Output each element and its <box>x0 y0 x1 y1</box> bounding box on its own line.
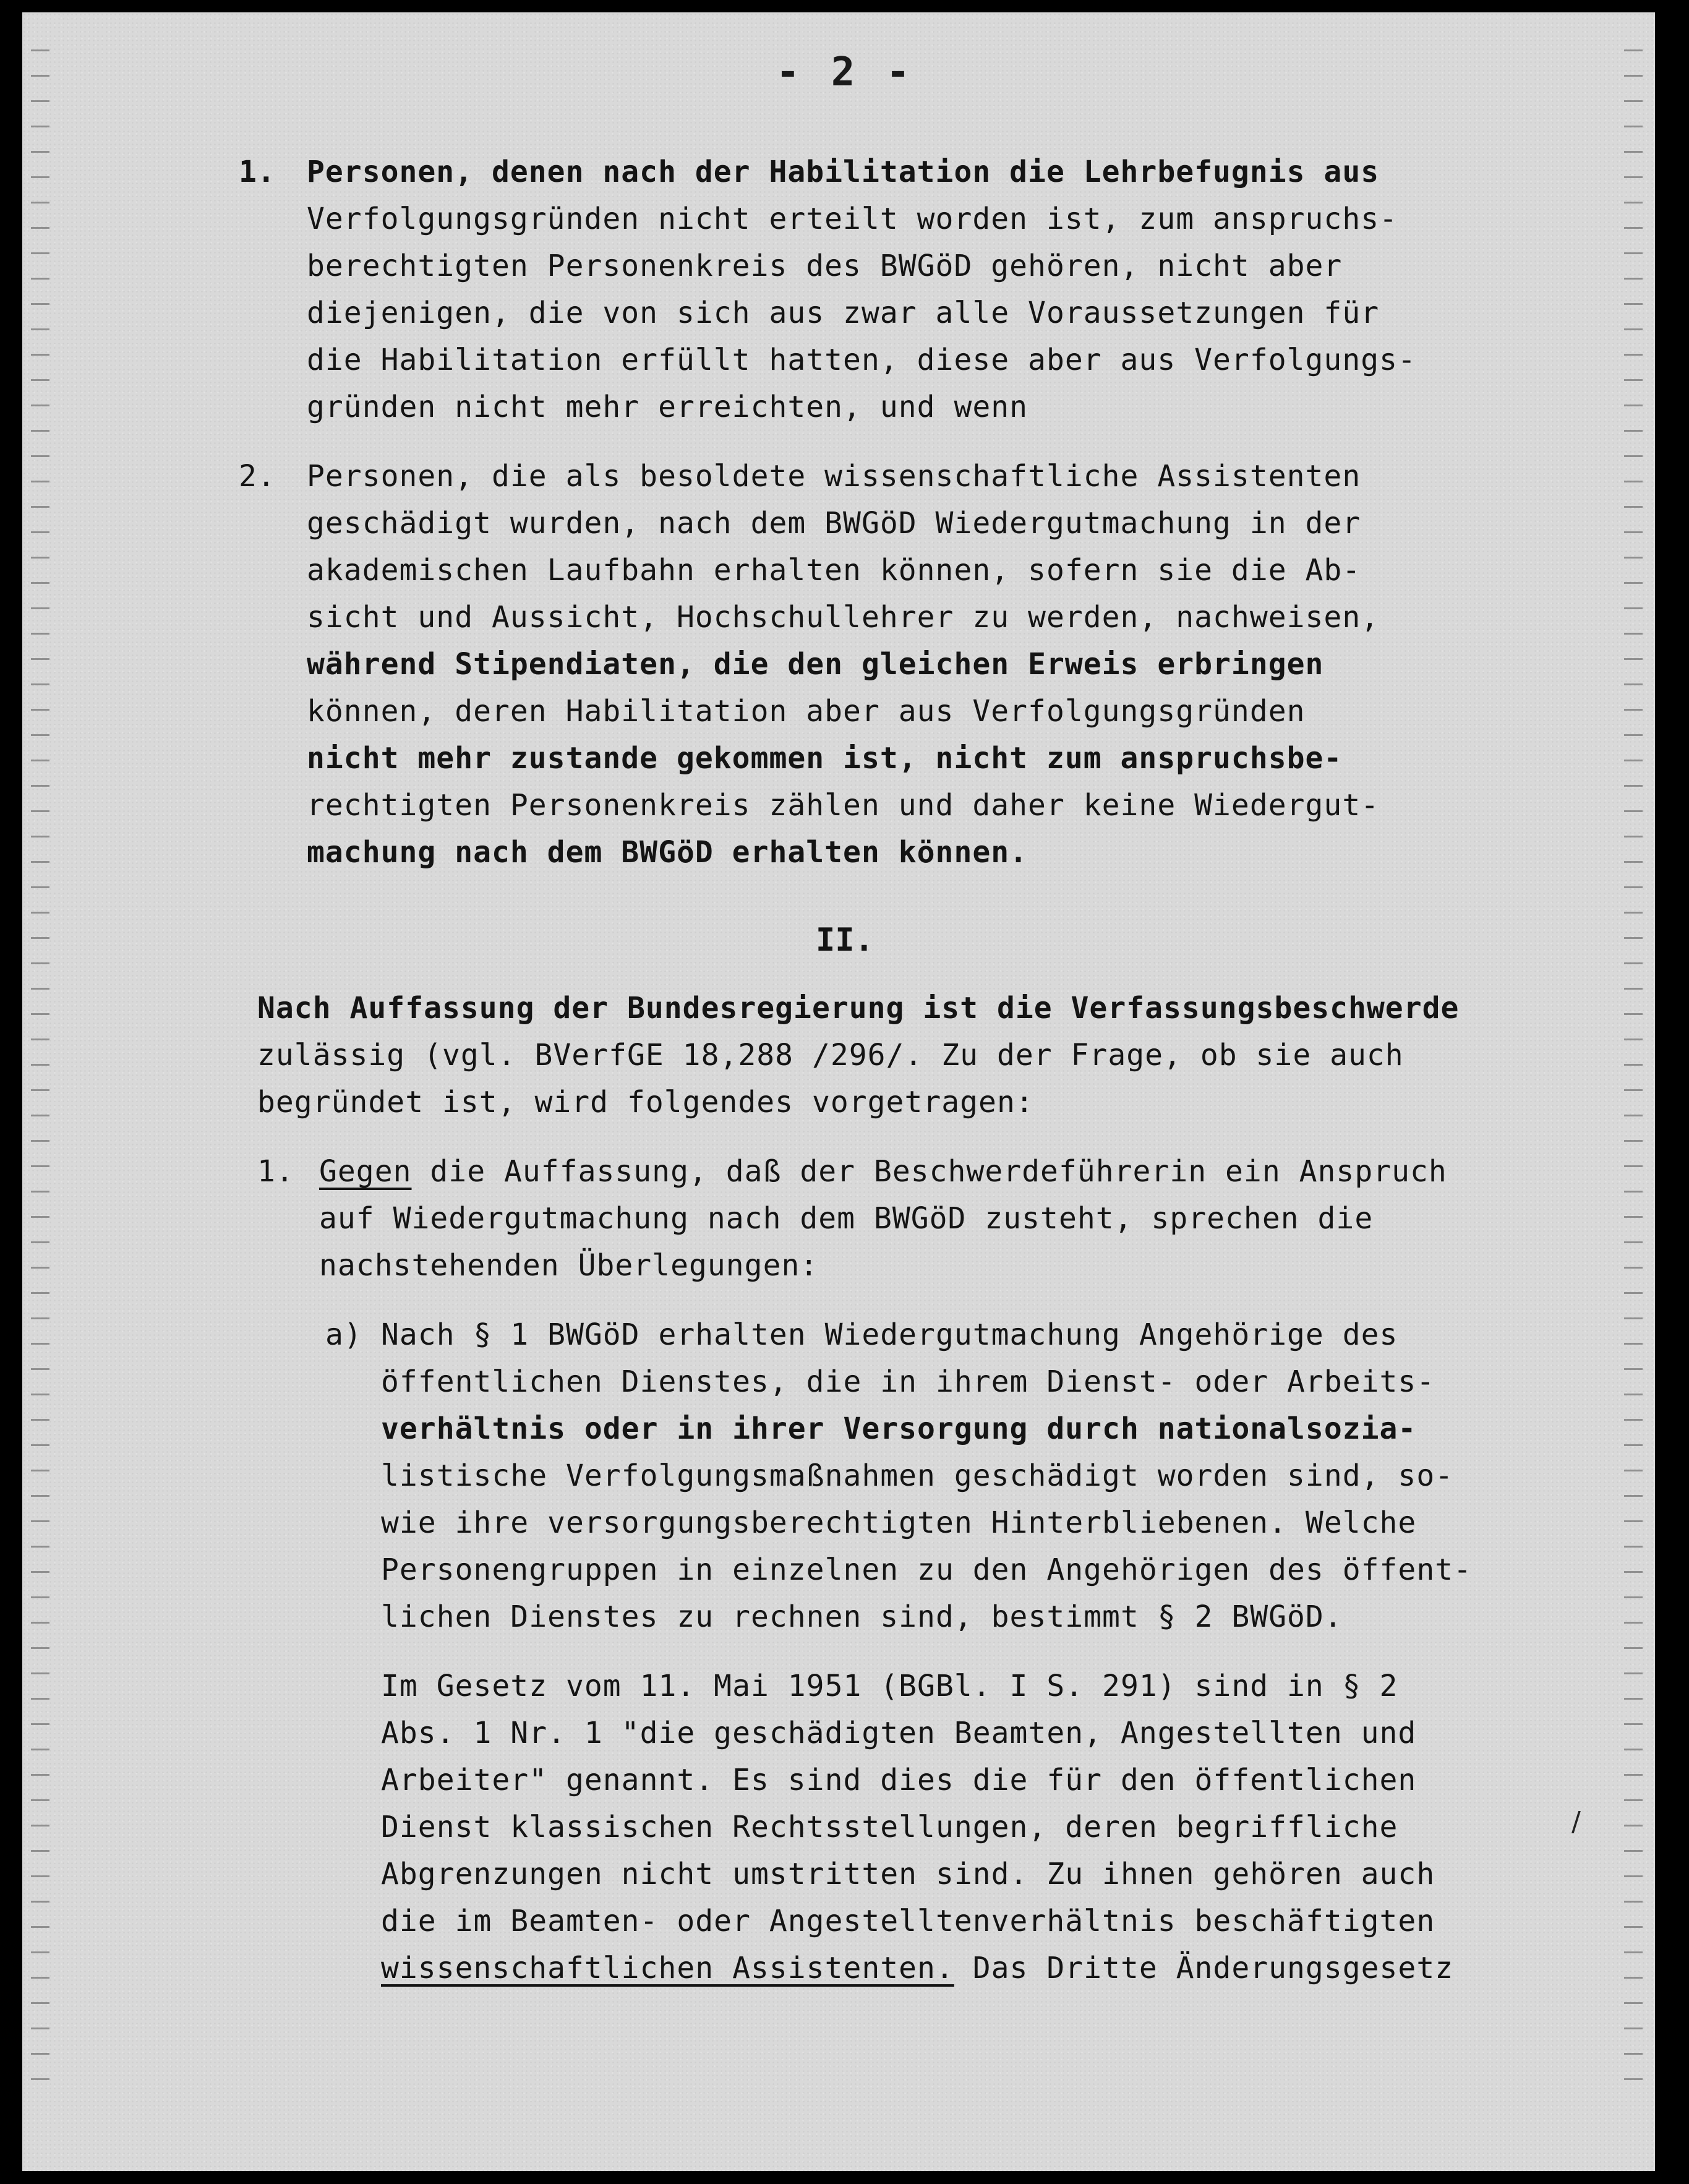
sub-a-para2-line-7 <box>381 1950 1453 1987</box>
sub-a-para2-line-2: Abs. 1 Nr. 1 "die geschädigten Beamten, Angestellten und <box>381 1716 1417 1750</box>
margin-mark: / <box>1571 1806 1581 1838</box>
item1-line-2: Verfolgungsgründen nicht erteilt worden ist, zum anspruchs- <box>307 202 1398 236</box>
sub-a-line-7: lichen Dienstes zu rechnen sind, bestimmt § 2 BWGöD. <box>381 1599 1343 1634</box>
item1-number: 1. <box>239 155 276 189</box>
sub-a-line-1: Nach § 1 BWGöD erhalten Wiedergutmachung Angehörige des <box>381 1317 1398 1352</box>
item1-line-6: gründen nicht mehr erreichten, und wenn <box>307 390 1028 424</box>
intro-line-3: begründet ist, wird folgendes vorgetragen: <box>257 1085 1034 1120</box>
point1-line-1 <box>319 1153 1447 1190</box>
intro-line-1: Nach Auffassung der Bundesregierung ist die Verfassungsbeschwerde <box>257 991 1460 1026</box>
page-number: - 2 - <box>776 49 914 95</box>
item2-line-7: nicht mehr zustande gekommen ist, nicht zum anspruchsbe- <box>307 741 1343 776</box>
point1-line-2: auf Wiedergutmachung nach dem BWGöD zusteht, sprechen die <box>319 1201 1374 1236</box>
item1-line-5: die Habilitation erfüllt hatten, diese aber aus Verfolgungs- <box>307 343 1416 377</box>
sub-a-para2-line-5: Abgrenzungen nicht umstritten sind. Zu ihnen gehören auch <box>381 1857 1435 1891</box>
underlined-assistants: wissenschaftlichen Assistenten. <box>381 1951 954 1985</box>
item2-line-6: können, deren Habilitation aber aus Verfolgungsgründen <box>307 694 1306 729</box>
item2-line-1: Personen, die als besoldete wissenschaftliche Assistenten <box>307 459 1361 494</box>
item2-line-3: akademischen Laufbahn erhalten können, sofern sie die Ab- <box>307 553 1361 588</box>
sub-a-line-3: verhältnis oder in ihrer Versorgung durch nationalsozia- <box>381 1411 1417 1446</box>
item2-line-5: während Stipendiaten, die den gleichen Erweis erbringen <box>307 647 1324 682</box>
sub-a-para2-line-1: Im Gesetz vom 11. Mai 1951 (BGBl. I S. 291) sind in § 2 <box>381 1669 1398 1703</box>
right-binding-edge <box>1624 49 1643 2091</box>
item2-line-2: geschädigt wurden, nach dem BWGöD Wiedergutmachung in der <box>307 506 1361 541</box>
sub-a-para2-line-3: Arbeiter" genannt. Es sind dies die für den öffentlichen <box>381 1763 1417 1797</box>
sub-a-last-line-rest: Das Dritte Änderungsgesetz <box>954 1951 1454 1985</box>
point1-line-1-rest: die Auffassung, daß der Beschwerdeführerin ein Anspruch <box>411 1154 1447 1189</box>
sub-a-label: a) <box>325 1317 362 1352</box>
sub-a-line-5: wie ihre versorgungsberechtigten Hinterbliebenen. Welche <box>381 1505 1417 1540</box>
point1-number: 1. <box>257 1154 294 1189</box>
sub-a-line-6: Personengruppen in einzelnen zu den Angehörigen des öffent- <box>381 1552 1473 1587</box>
point1-underlined-word: Gegen <box>319 1154 412 1189</box>
sub-a-line-4: listische Verfolgungsmaßnahmen geschädigt worden sind, so- <box>381 1458 1454 1493</box>
item1-line-4: diejenigen, die von sich aus zwar alle Voraussetzungen für <box>307 296 1380 330</box>
document-page <box>22 12 1655 2171</box>
intro-line-2: zulässig (vgl. BVerfGE 18,288 /296/. Zu der Frage, ob sie auch <box>257 1038 1404 1073</box>
item1-line-1: Personen, denen nach der Habilitation die Lehrbefugnis aus <box>307 155 1380 189</box>
point1-line-3: nachstehenden Überlegungen: <box>319 1248 819 1283</box>
sub-a-line-2: öffentlichen Dienstes, die in ihrem Dienst- oder Arbeits- <box>381 1364 1435 1399</box>
item1-line-3: berechtigten Personenkreis des BWGöD gehören, nicht aber <box>307 249 1343 283</box>
section-heading: II. <box>816 922 874 959</box>
left-binding-edge <box>31 49 49 2091</box>
item2-number: 2. <box>239 459 276 494</box>
sub-a-para2-line-6: die im Beamten- oder Angestelltenverhältnis beschäftigten <box>381 1904 1435 1938</box>
sub-a-para2-line-4: Dienst klassischen Rechtsstellungen, deren begriffliche <box>381 1810 1398 1844</box>
item2-line-8: rechtigten Personenkreis zählen und daher keine Wiedergut- <box>307 788 1380 823</box>
item2-line-4: sicht und Aussicht, Hochschullehrer zu werden, nachweisen, <box>307 600 1380 635</box>
item2-line-9: machung nach dem BWGöD erhalten können. <box>307 835 1028 870</box>
